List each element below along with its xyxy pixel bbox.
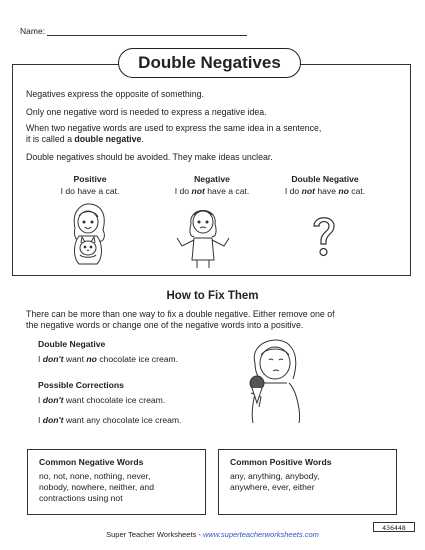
name-label: Name: (20, 26, 46, 36)
column-heading-positive: Positive (73, 174, 107, 184)
word-list-line: anywhere, ever, either (230, 482, 315, 492)
girl-shrugging-icon (172, 200, 234, 270)
intro-paragraph-2: Only one negative word is needed to express a negative idea. (26, 107, 267, 117)
correction-2 (38, 415, 181, 425)
negative-word: don't (42, 395, 64, 405)
text-segment: want any chocolate ice cream. (63, 415, 182, 425)
text-segment: . (141, 134, 144, 144)
double-negative-heading: Double Negative (38, 339, 106, 349)
text-segment: I do (174, 186, 192, 196)
word-list-line: no, not, none, nothing, never, (39, 471, 151, 481)
possible-corrections-heading: Possible Corrections (38, 380, 124, 390)
column-example-double-negative (265, 186, 385, 196)
common-negative-words-list (39, 471, 154, 504)
common-positive-words-heading: Common Positive Words (230, 457, 332, 467)
double-negative-term: double negative (74, 134, 142, 144)
common-positive-words-list (230, 471, 320, 493)
worksheet-code: 436448 (373, 522, 415, 532)
text-segment: I do have a cat. (60, 186, 120, 196)
section-title-how-to-fix: How to Fix Them (166, 290, 259, 302)
girl-with-ice-cream-icon (241, 333, 311, 423)
negative-word: no (86, 354, 97, 364)
fix-paragraph-line-1: There can be more than one way to fix a double negative. Either remove one of (26, 309, 335, 319)
footer (0, 530, 425, 539)
text-segment: I (38, 395, 43, 405)
intro-paragraph-4: Double negatives should be avoided. They make ideas unclear. (26, 152, 273, 162)
text-segment: want chocolate ice cream. (63, 395, 166, 405)
word-list-line: nobody, nowhere, neither, and (39, 482, 154, 492)
intro-paragraph-1: Negatives express the opposite of something. (26, 89, 204, 99)
intro-paragraph-3-line-2 (26, 134, 321, 145)
footer-site-link[interactable]: www.superteacherworksheets.com (202, 530, 319, 539)
column-heading-negative: Negative (194, 174, 230, 184)
double-negative-example (38, 354, 178, 364)
girl-holding-cat-icon (63, 200, 113, 268)
correction-1 (38, 395, 165, 405)
footer-brand: Super Teacher Worksheets - (106, 530, 203, 539)
negative-word: not (301, 186, 315, 196)
negative-word: not (191, 186, 205, 196)
column-example-positive (30, 186, 150, 196)
intro-paragraph-3-line-1: When two negative words are used to express the same idea in a sentence, (26, 123, 322, 133)
text-segment: cat. (348, 186, 366, 196)
text-segment: have (314, 186, 339, 196)
text-segment: chocolate ice cream. (96, 354, 179, 364)
text-segment: have a cat. (204, 186, 250, 196)
fix-paragraph (26, 309, 335, 331)
text-segment: it is called a (26, 134, 75, 144)
name-field-line[interactable] (47, 35, 247, 36)
text-segment: want (63, 354, 87, 364)
common-negative-words-heading: Common Negative Words (39, 457, 144, 467)
fix-paragraph-line-2: the negative words or change one of the negative words into a positive. (26, 320, 304, 330)
negative-word: don't (42, 354, 64, 364)
intro-paragraph-3 (26, 123, 321, 145)
column-example-negative (152, 186, 272, 196)
negative-word: no (338, 186, 349, 196)
word-list-line: contractions using not (39, 493, 123, 503)
question-mark-icon (308, 212, 340, 260)
text-segment: I do (284, 186, 302, 196)
page-title: Double Negatives (118, 48, 301, 78)
column-heading-double-negative: Double Negative (291, 174, 359, 184)
negative-word: don't (42, 415, 64, 425)
word-list-line: any, anything, anybody, (230, 471, 320, 481)
text-segment: I (38, 354, 43, 364)
text-segment: I (38, 415, 43, 425)
